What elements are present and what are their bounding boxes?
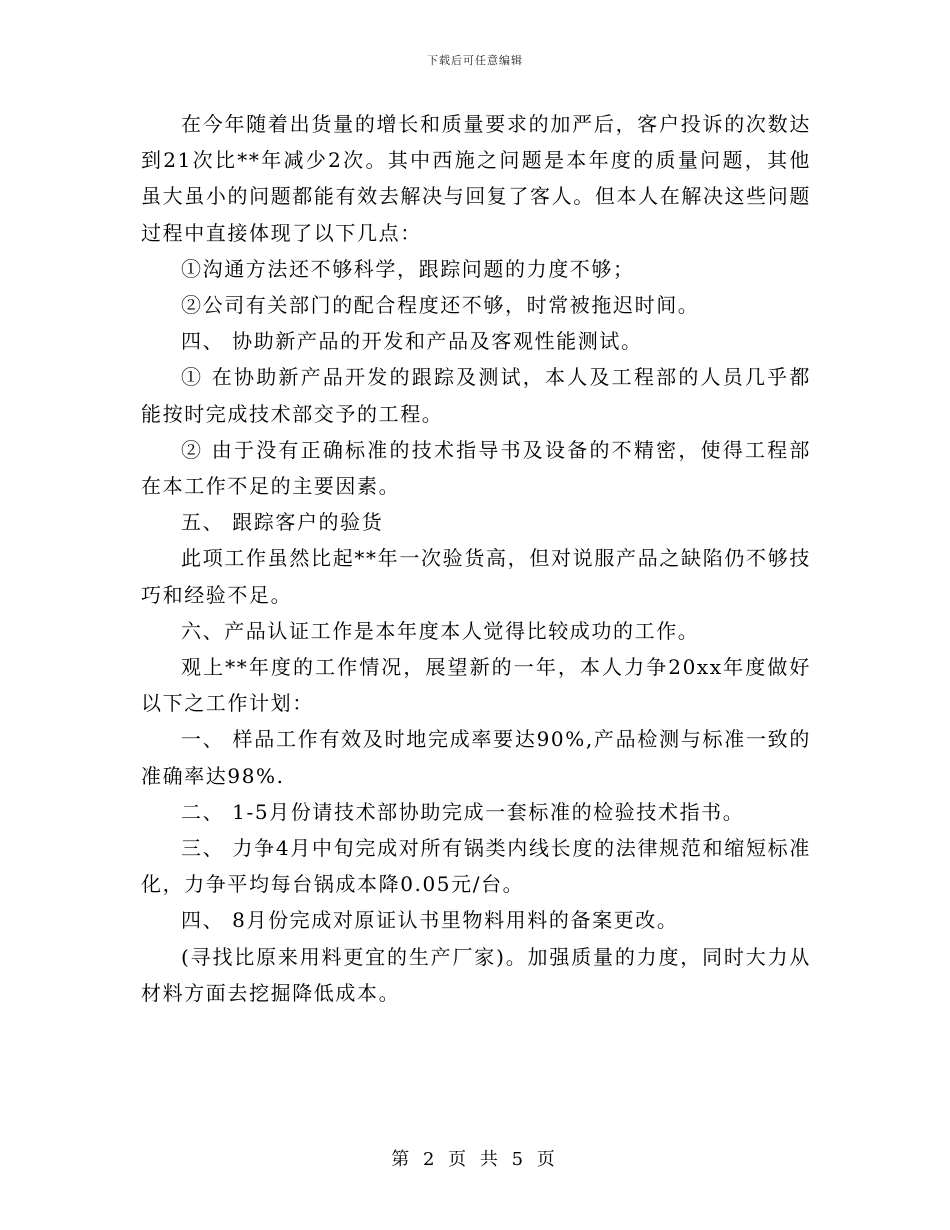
plan-item-1: 一、 样品工作有效及时地完成率要达90%,产品检测与标准一致的准确率达98%.: [141, 727, 811, 788]
paragraph-newproduct-2: ② 由于没有正确标准的技术指导书及设备的不精密，使得工程部在本工作不足的主要因素。: [141, 437, 811, 499]
page-header: 下载后可任意编辑: [427, 54, 523, 67]
document-body: [141, 106, 811, 1011]
section-heading-6: 六、产品认证工作是本年度本人觉得比较成功的工作。: [181, 618, 700, 643]
paragraph-point-1: ①沟通方法还不够科学，跟踪问题的力度不够；: [181, 256, 635, 281]
section-heading-4: 四、 协助新产品的开发和产品及客观性能测试。: [181, 329, 643, 354]
paragraph-inspection: 此项工作虽然比起**年一次验货高，但对说服产品之缺陷仍不够技巧和经验不足。: [141, 546, 811, 607]
page-number: 第 2 页 共 5 页: [391, 1149, 559, 1170]
paragraph-closing: (寻找比原来用料更宜的生产厂家)。加强质量的力度，同时大力从材料方面去挖掘降低成本。: [141, 944, 811, 1005]
plan-item-4: 四、 8月份完成对原证认书里物料用料的备案更改。: [181, 908, 679, 933]
plan-item-2: 二、 1-5月份请技术部协助完成一套标准的检验技术指书。: [181, 799, 745, 824]
paragraph-newproduct-1: ① 在协助新产品开发的跟踪及测试，本人及工程部的人员几乎都能按时完成技术部交予的工程。: [141, 365, 811, 426]
paragraph-complaints: 在今年随着出货量的增长和质量要求的加严后，客户投诉的次数达到21次比**年减少2次。其中西施之问题是本年度的质量问题，其他虽大虽小的问题都能有效去解决与回复了客人。但本人在解决这些问题过程中直接体现了以下几点：: [141, 112, 811, 245]
section-heading-5: 五、 跟踪客户的验货: [181, 510, 384, 535]
paragraph-outlook: 观上**年度的工作情况，展望新的一年，本人力争20xx年度做好以下之工作计划：: [141, 655, 811, 716]
plan-item-3: 三、 力争4月中旬完成对所有锅类内线长度的法律规范和缩短标准化，力争平均每台锅成本降0.05元/台。: [141, 836, 811, 897]
paragraph-point-2: ②公司有关部门的配合程度还不够，时常被拖迟时间。: [181, 293, 700, 318]
